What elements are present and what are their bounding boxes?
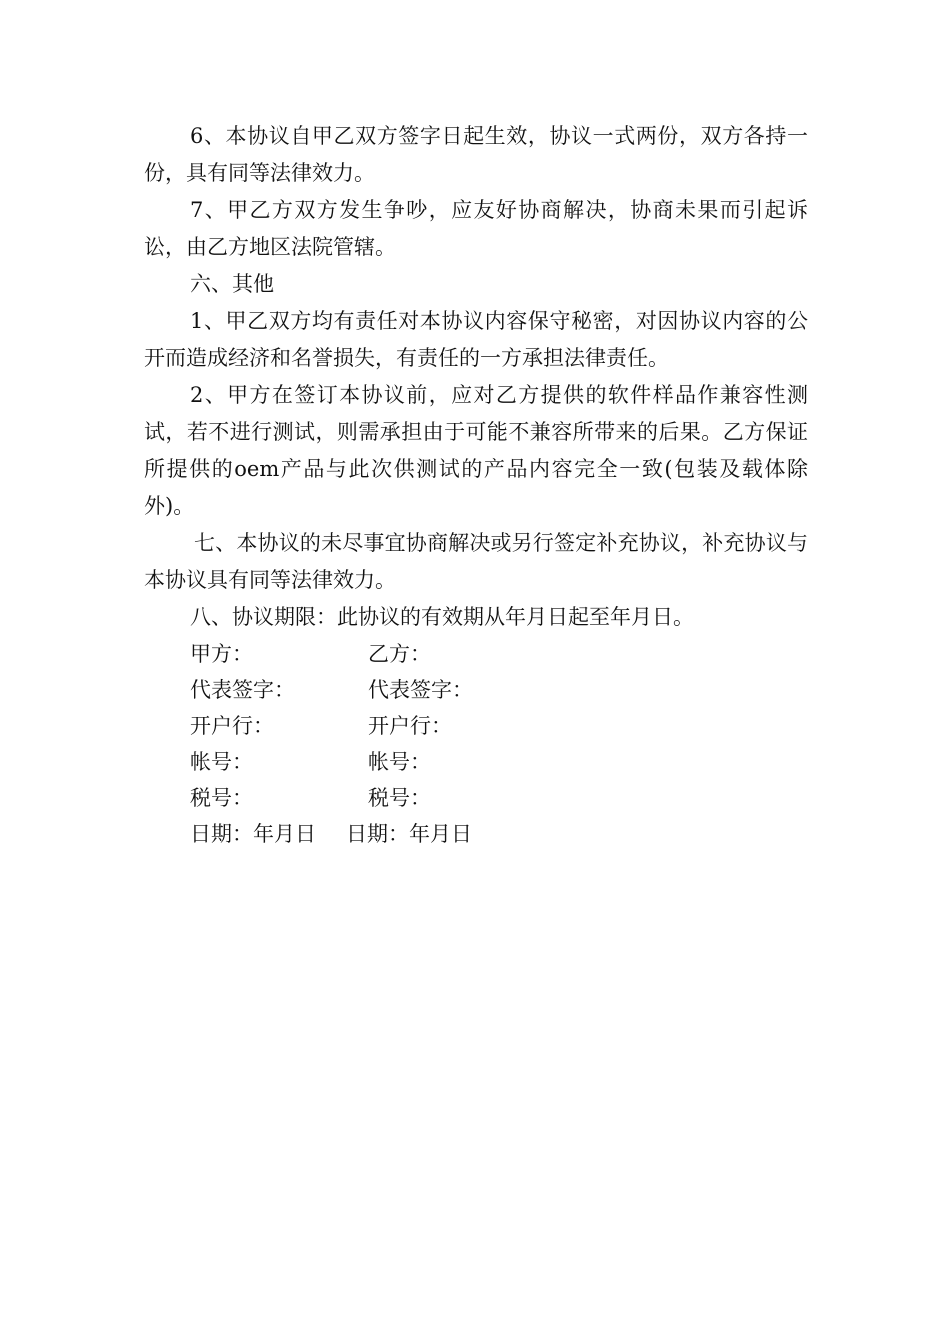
section-heading-other: 六、其他 — [190, 272, 274, 296]
section-eight-term: 八、协议期限：此协议的有效期从年月日起至年月日。 — [190, 605, 694, 629]
signature-row-tax — [144, 780, 808, 816]
party-b-tax-number: 税号： — [368, 786, 431, 810]
signature-row-party — [144, 636, 808, 672]
signature-row-date — [144, 816, 808, 852]
section-seven: 七、本协议的未尽事宜协商解决或另行签定补充协议，补充协议与本协议具有同等法律效力。 — [144, 531, 808, 592]
other-clause-2: 2、甲方在签订本协议前，应对乙方提供的软件样品作兼容性测试，若不进行测试，则需承担由于可能不兼容所带来的后果。乙方保证所提供的oem产品与此次供测试的产品内容完全一致(包装及载体除外)。 — [144, 383, 808, 518]
party-b-bank: 开户行： — [368, 714, 452, 738]
clause-6: 6、本协议自甲乙双方签字日起生效，协议一式两份，双方各持一份，具有同等法律效力。 — [144, 124, 808, 185]
party-a-bank: 开户行： — [190, 714, 274, 738]
party-a-representative: 代表签字： — [190, 678, 295, 702]
clause-7: 7、甲乙方双方发生争吵，应友好协商解决，协商未果而引起诉讼，由乙方地区法院管辖。 — [144, 198, 808, 259]
party-a-account: 帐号： — [190, 750, 253, 774]
signature-row-bank — [144, 708, 808, 744]
party-b-date: 日期：年月日 — [346, 822, 472, 846]
party-a-date: 日期：年月日 — [190, 822, 316, 846]
document-body — [144, 118, 808, 852]
party-b-account: 帐号： — [368, 750, 431, 774]
party-a-label: 甲方： — [190, 642, 253, 666]
party-b-label: 乙方： — [368, 642, 431, 666]
signature-row-account — [144, 744, 808, 780]
party-b-representative: 代表签字： — [368, 678, 473, 702]
other-clause-1: 1、甲乙双方均有责任对本协议内容保守秘密，对因协议内容的公开而造成经济和名誉损失，有责任的一方承担法律责任。 — [144, 309, 808, 370]
party-a-tax-number: 税号： — [190, 786, 253, 810]
signature-row-representative — [144, 672, 808, 708]
